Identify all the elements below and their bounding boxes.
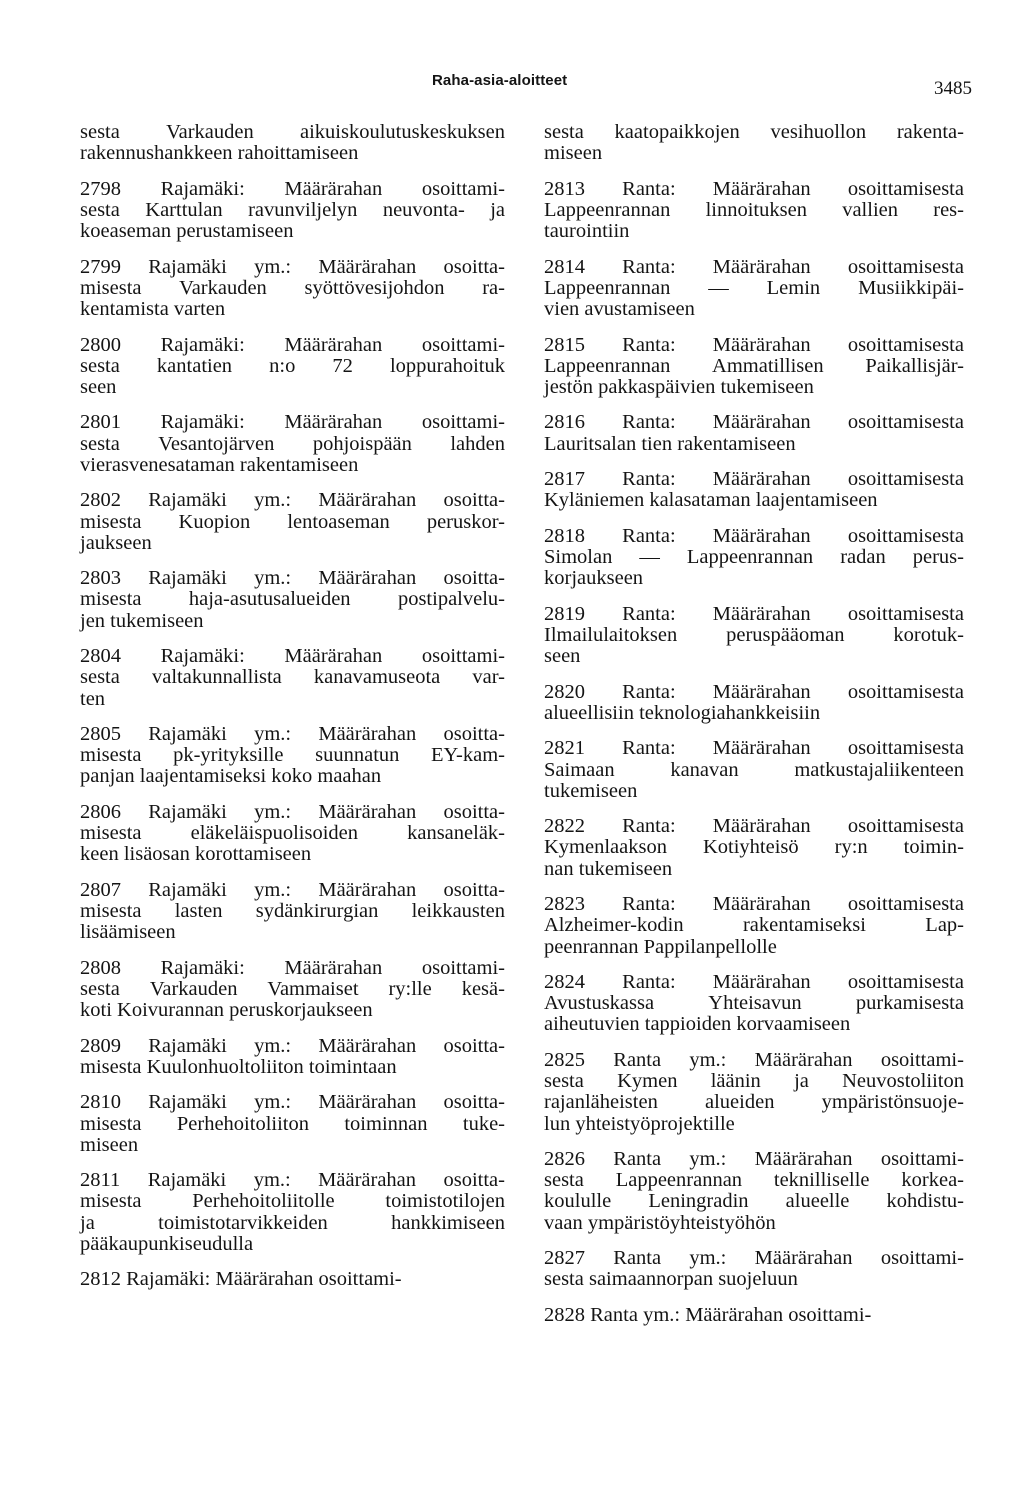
entry-line: sesta valtakunnallista kanavamuseota var-: [80, 666, 505, 689]
entry-line: seen: [544, 645, 581, 668]
motion-entry: [544, 972, 964, 1036]
motion-entry: [80, 724, 505, 788]
entry-line: sesta Kymen läänin ja Neuvostoliiton: [544, 1070, 964, 1093]
entry-line: 2821 Ranta: Määrärahan osoittamisesta: [544, 737, 964, 760]
entry-line: sesta Vesantojärven pohjoispään lahden: [80, 432, 505, 455]
entry-line: misesta lasten sydänkirurgian leikkausten: [80, 900, 505, 923]
entry-line: sesta saimaannorpan suojeluun: [544, 1268, 798, 1291]
entry-line: 2823 Ranta: Määrärahan osoittamisesta: [544, 893, 964, 916]
entry-line: 2813 Ranta: Määrärahan osoittamisesta: [544, 177, 964, 200]
entry-line: seen: [80, 375, 117, 398]
entry-line: rakennushankkeen rahoittamiseen: [80, 142, 359, 165]
motion-entry: [80, 179, 505, 243]
entry-line: 2802 Rajamäki ym.: Määrärahan osoitta-: [80, 489, 505, 512]
entry-line: Lauritsalan tien rakentamiseen: [544, 432, 796, 455]
entry-line: kentamista varten: [80, 298, 226, 321]
motion-entry: [80, 122, 505, 164]
entry-line: 2820 Ranta: Määrärahan osoittamisesta: [544, 680, 964, 703]
entry-line: sesta kaatopaikkojen vesihuollon rakenta-: [544, 121, 964, 143]
running-head: Raha-asia-aloitteet: [432, 72, 568, 89]
motion-entry: [544, 179, 964, 243]
motion-entry: [80, 958, 505, 1022]
entry-line: miseen: [80, 1133, 139, 1156]
entry-line: misesta Varkauden syöttövesijohdon ra-: [80, 276, 505, 299]
entry-line: jaukseen: [80, 531, 152, 554]
entry-line: 2806 Rajamäki ym.: Määrärahan osoitta-: [80, 800, 505, 823]
motion-entry: [80, 1036, 505, 1078]
entry-line: koeaseman perustamiseen: [80, 220, 294, 243]
entry-line: nan tukemiseen: [544, 857, 673, 880]
entry-line: 2803 Rajamäki ym.: Määrärahan osoitta-: [80, 567, 505, 590]
entry-line: 2811 Rajamäki ym.: Määrärahan osoitta-: [80, 1169, 505, 1192]
motion-entry: [544, 335, 964, 399]
entry-line: pääkaupunkiseudulla: [80, 1232, 254, 1255]
entry-line: 2817 Ranta: Määrärahan osoittamisesta: [544, 468, 964, 491]
entry-line: 2822 Ranta: Määrärahan osoittamisesta: [544, 815, 964, 838]
entry-line: 2818 Ranta: Määrärahan osoittamisesta: [544, 524, 964, 547]
entry-line: 2809 Rajamäki ym.: Määrärahan osoitta-: [80, 1034, 505, 1057]
entry-line: 2805 Rajamäki ym.: Määrärahan osoitta-: [80, 723, 505, 746]
motion-entry: [544, 257, 964, 321]
entry-line: koti Koivurannan peruskorjaukseen: [80, 999, 373, 1022]
entry-line: ja toimistotarvikkeiden hankkimiseen: [80, 1211, 505, 1234]
motion-entry: [544, 816, 964, 880]
page-header: [0, 72, 1024, 102]
motion-entry: [544, 894, 964, 958]
page-number: 3485: [934, 78, 972, 99]
motion-entry: [544, 412, 964, 454]
entry-line: lun yhteistyöprojektille: [544, 1112, 735, 1135]
entry-line: 2801 Rajamäki: Määrärahan osoittami-: [80, 411, 505, 434]
entry-line: taurointiin: [544, 220, 630, 243]
entry-line: 2819 Ranta: Määrärahan osoittamisesta: [544, 602, 964, 625]
entry-line: Avustuskassa Yhteisavun purkamisesta: [544, 992, 964, 1015]
entry-line: 2814 Ranta: Määrärahan osoittamisesta: [544, 255, 964, 278]
motion-entry: [80, 412, 505, 476]
entry-line: misesta Perhehoitoliitolle toimistotilojen: [80, 1190, 505, 1213]
entry-line: misesta eläkeläispuolisoiden kansaneläk-: [80, 822, 505, 845]
entry-line: misesta Kuopion lentoaseman peruskor-: [80, 510, 505, 533]
entry-line: koululle Leningradin alueelle kohdistu-: [544, 1190, 964, 1213]
entry-line: keen lisäosan korottamiseen: [80, 843, 312, 866]
motion-entry: [80, 1269, 505, 1290]
motion-entry: [80, 335, 505, 399]
entry-line: 2827 Ranta ym.: Määrärahan osoittami-: [544, 1247, 964, 1270]
motion-entry: [80, 802, 505, 866]
motion-entry: [544, 526, 964, 590]
entry-line: 2800 Rajamäki: Määrärahan osoittami-: [80, 333, 505, 356]
entry-line: Simolan — Lappeenrannan radan perus-: [544, 546, 964, 569]
motion-entry: [544, 1248, 964, 1290]
entry-line: Kyläniemen kalasataman laajentamiseen: [544, 489, 878, 512]
entry-line: alueellisiin teknologiahankkeisiin: [544, 701, 821, 724]
entry-line: panjan laajentamiseksi koko maahan: [80, 765, 382, 788]
entry-line: Lappeenrannan Ammatillisen Paikallisjär-: [544, 354, 964, 377]
entry-line: misesta pk-yrityksille suunnatun EY-kam-: [80, 744, 505, 767]
entry-line: aiheutuvien tappioiden korvaamiseen: [544, 1013, 851, 1036]
entry-line: 2824 Ranta: Määrärahan osoittamisesta: [544, 971, 964, 994]
entry-line: misesta haja-asutusalueiden postipalvelu-: [80, 588, 505, 611]
entry-line: jestön pakkaspäivien tukemiseen: [544, 375, 814, 398]
entry-line: Lappeenrannan — Lemin Musiikkipäi-: [544, 276, 964, 299]
entry-line: rajanläheisten alueiden ympäristönsuoje-: [544, 1091, 964, 1114]
motion-entry: [80, 646, 505, 710]
entry-line: Alzheimer-kodin rakentamiseksi Lap-: [544, 914, 964, 937]
entry-line: 2798 Rajamäki: Määrärahan osoittami-: [80, 177, 505, 200]
entry-line: sesta Lappeenrannan teknilliselle korkea-: [544, 1169, 964, 1192]
entry-line: korjaukseen: [544, 567, 644, 590]
entry-line: Kymenlaakson Kotiyhteisö ry:n toimin-: [544, 836, 964, 859]
entry-line: vien avustamiseen: [544, 298, 695, 321]
entry-line: Saimaan kanavan matkustajaliikenteen: [544, 758, 964, 781]
entry-line: 2808 Rajamäki: Määrärahan osoittami-: [80, 956, 505, 979]
entry-line: lisäämiseen: [80, 921, 176, 944]
entry-line: 2810 Rajamäki ym.: Määrärahan osoitta-: [80, 1091, 505, 1114]
motion-entry: [80, 1170, 505, 1255]
motion-entry: [544, 1149, 964, 1234]
entry-line: peenrannan Pappilanpellolle: [544, 935, 777, 958]
motion-entry: [544, 1050, 964, 1135]
entry-line: 2804 Rajamäki: Määrärahan osoittami-: [80, 645, 505, 668]
motion-entry: [80, 490, 505, 554]
entry-line: 2799 Rajamäki ym.: Määrärahan osoitta-: [80, 255, 505, 278]
motion-entry: [80, 257, 505, 321]
entry-line: sesta kantatien n:o 72 loppurahoituk: [80, 354, 505, 377]
entry-line: 2815 Ranta: Määrärahan osoittamisesta: [544, 333, 964, 356]
entry-line: tukemiseen: [544, 779, 638, 802]
right-column: [544, 122, 964, 1340]
entry-line: miseen: [544, 142, 603, 165]
motion-entry: [544, 469, 964, 511]
entry-line: 2826 Ranta ym.: Määrärahan osoittami-: [544, 1148, 964, 1171]
motion-entry: [544, 122, 964, 164]
entry-line: vierasvenesataman rakentamiseen: [80, 453, 359, 476]
motion-entry: [544, 1305, 964, 1326]
entry-line: vaan ympäristöyhteistyöhön: [544, 1211, 776, 1234]
entry-line: jen tukemiseen: [80, 609, 204, 632]
entry-line: sesta Karttulan ravunviljelyn neuvonta- ja: [80, 198, 505, 221]
entry-line: 2825 Ranta ym.: Määrärahan osoittami-: [544, 1048, 964, 1071]
entry-line: Ilmailulaitoksen peruspääoman korotuk-: [544, 623, 964, 646]
entry-line: sesta Varkauden aikuiskoulutuskeskuksen: [80, 121, 505, 143]
entry-line: 2807 Rajamäki ym.: Määrärahan osoitta-: [80, 878, 505, 901]
entry-line: ten: [80, 687, 106, 710]
entry-line: 2816 Ranta: Määrärahan osoittamisesta: [544, 411, 964, 434]
entry-line: Lappeenrannan linnoituksen vallien res-: [544, 198, 964, 221]
entry-line: 2828 Ranta ym.: Määrärahan osoittami-: [544, 1303, 872, 1326]
left-column: [80, 122, 505, 1305]
entry-line: 2812 Rajamäki: Määrärahan osoittami-: [80, 1268, 402, 1291]
motion-entry: [544, 604, 964, 668]
entry-line: misesta Perhehoitoliiton toiminnan tuke-: [80, 1112, 505, 1135]
motion-entry: [544, 738, 964, 802]
motion-entry: [80, 1092, 505, 1156]
motion-entry: [544, 682, 964, 724]
motion-entry: [80, 880, 505, 944]
motion-entry: [80, 568, 505, 632]
entry-line: sesta Varkauden Vammaiset ry:lle kesä-: [80, 977, 505, 1000]
entry-line: misesta Kuulonhuoltoliiton toimintaan: [80, 1055, 397, 1078]
